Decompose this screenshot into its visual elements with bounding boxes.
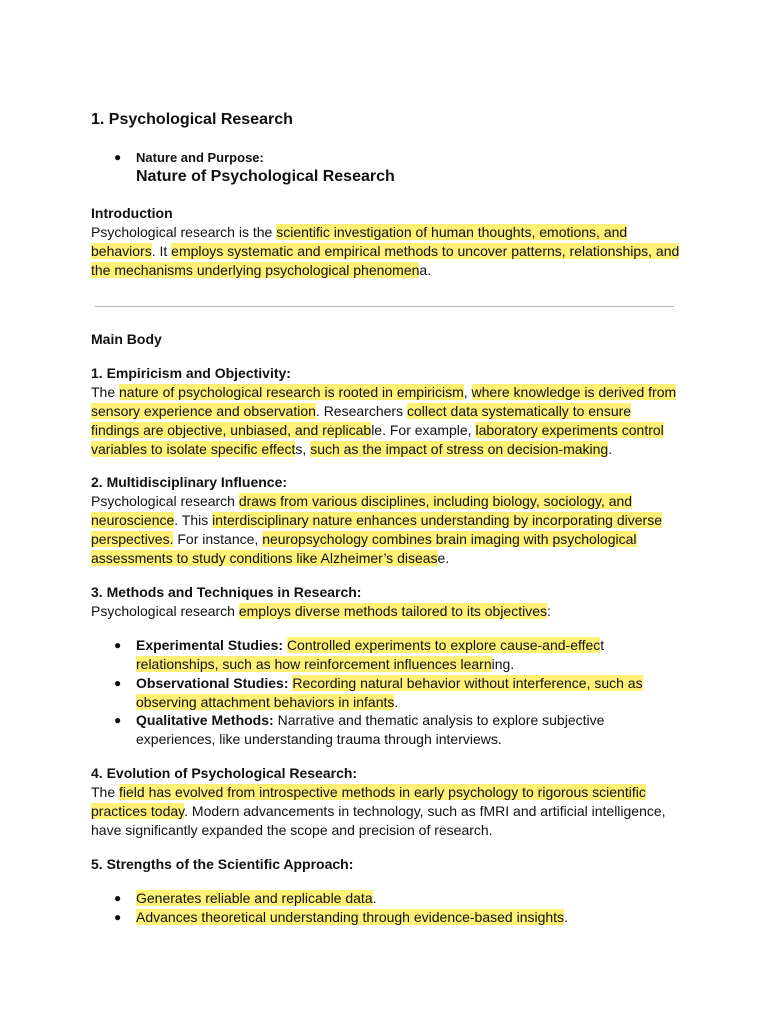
highlighted-text: nature of psychological research is rooted in empiricism [119, 384, 464, 400]
highlighted-text: Advances theoretical understanding through evidence-based insights [136, 909, 565, 925]
intro-block [91, 204, 681, 280]
text-run: , [463, 384, 472, 400]
highlighted-text: such as the impact of stress on decision-making [310, 441, 609, 457]
intro-paragraph [91, 223, 681, 280]
method-item-observational [136, 674, 676, 712]
text-run: . [394, 694, 399, 710]
text-run: . [372, 890, 377, 906]
bullet-dot: ● [114, 910, 122, 924]
text-run: The [91, 784, 120, 800]
section-heading: 1. Empiricism and Objectivity: [91, 365, 291, 381]
text-run: The [91, 384, 120, 400]
bullet-dot: ● [114, 713, 122, 727]
text-run: Psychological research [91, 493, 239, 509]
text-run: . [608, 441, 613, 457]
intro-heading: Introduction [91, 205, 173, 221]
section-paragraph [91, 492, 681, 568]
section-paragraph [91, 602, 681, 621]
text-run: Psychological research is the [91, 224, 277, 240]
bullet-dot: ● [114, 150, 122, 164]
highlighted-text: collect data systematically to ensure findings are objective, unbiased, and replicab [91, 403, 632, 438]
text-run: ing. [491, 656, 515, 672]
highlighted-text: Generates reliable and replicable data [136, 890, 373, 906]
method-label: Qualitative Methods: [136, 712, 274, 728]
section-heading: 1. Psychological Research [91, 111, 293, 128]
highlighted-text: neuropsychology combines brain imaging with psychological assessments to study conditions like Alzheimer’s diseas [91, 531, 637, 566]
highlighted-text: relationships, such as how reinforcement influences learn [136, 656, 492, 672]
method-label: Observational Studies: [136, 675, 289, 691]
highlighted-text: interdisciplinary nature enhances understanding by incorporating diverse perspectives. [91, 512, 662, 547]
section-heading: 3. Methods and Techniques in Research: [91, 584, 362, 600]
text-run: For instance, [173, 531, 263, 547]
highlighted-text: field has evolved from introspective methods in early psychology to rigorous scientific practices today [91, 784, 646, 819]
text-run: . It [151, 243, 172, 259]
method-item-experimental [136, 636, 676, 674]
text-run: . This [174, 512, 213, 528]
method-label: Experimental Studies: [136, 637, 284, 653]
nature-title: Nature of Psychological Research [136, 168, 395, 185]
section-heading: 2. Multidisciplinary Influence: [91, 474, 288, 490]
highlighted-text: scientific investigation of human thoughts, emotions, and behaviors [91, 224, 628, 259]
section-multidisciplinary [91, 473, 681, 568]
text-run: Psychological research [91, 603, 239, 619]
divider [95, 306, 674, 307]
section-heading: 4. Evolution of Psychological Research: [91, 765, 358, 781]
strength-item [136, 908, 676, 927]
highlighted-text: draws from various disciplines, including biology, sociology, and neuroscience [91, 493, 633, 528]
bullet-dot: ● [114, 891, 122, 905]
text-run: le. For example, [371, 422, 476, 438]
highlighted-text: Controlled experiments to explore cause-and-effec [286, 637, 601, 653]
section-methods [91, 583, 681, 621]
text-run: . Modern advancements in technology, such as fMRI and artificial intelligence, have significantly expanded the scope and precision of research. [91, 803, 666, 838]
text-run: . Researchers [315, 403, 407, 419]
highlighted-text: employs diverse methods tailored to its objectives [238, 603, 548, 619]
highlighted-text: laboratory experiments control variables to isolate specific effect [91, 422, 664, 457]
text-run: . [564, 909, 568, 925]
highlighted-text: employs systematic and empirical methods to uncover patterns, relationships, and the mechanisms underlying psychological phenomen [91, 243, 680, 278]
bullet-dot: ● [114, 676, 122, 690]
text-run: Narrative and thematic analysis to explore subjective experiences, like understanding trauma through interviews. [136, 712, 605, 747]
bullet-dot: ● [114, 638, 122, 652]
method-item-qualitative [136, 711, 676, 749]
text-run: a. [419, 262, 432, 278]
main-body-heading: Main Body [91, 331, 162, 347]
section-empiricism [91, 364, 681, 459]
text-run: e. [437, 550, 450, 566]
nature-label: Nature and Purpose: [136, 150, 264, 165]
strengths-heading: 5. Strengths of the Scientific Approach: [91, 856, 354, 872]
section-paragraph [91, 383, 681, 459]
text-run: t [600, 637, 605, 653]
strength-item [136, 889, 676, 908]
highlighted-text: where knowledge is derived from sensory experience and observation [91, 384, 677, 419]
text-run: s, [295, 441, 311, 457]
section-paragraph [91, 783, 681, 840]
text-run: : [547, 603, 551, 619]
highlighted-text: Recording natural behavior without interference, such as observing attachment behaviors in infants [136, 675, 643, 710]
section-evolution [91, 764, 681, 840]
